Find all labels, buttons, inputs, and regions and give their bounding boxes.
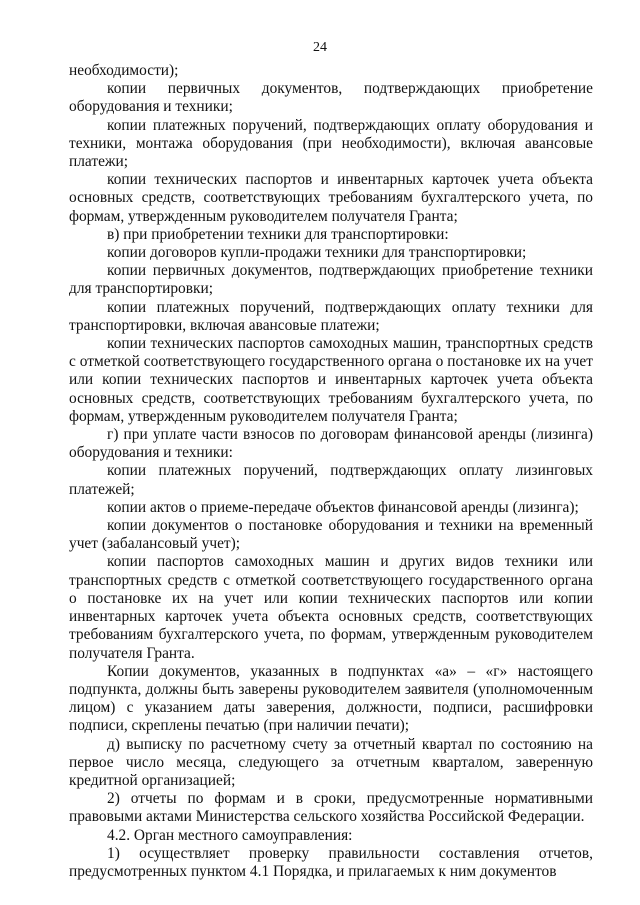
paragraph: копии договоров купли-продажи техники для транспортировки; xyxy=(107,244,527,262)
paragraph: копии платежных поручений, подтверждающих оплату лизинговых платежей; xyxy=(69,462,593,498)
paragraph: копии технических паспортов самоходных машин, транспортных средств с отметкой соответствующего государственного органа о постановке их на учет или копии технических паспортов и инвентарных карточек учета объекта основных средств, соответствующих требованиям бухгалтерского учета, по формам, утвержденным руководителем получателя Гранта; xyxy=(69,335,593,425)
paragraph: копии актов о приеме-передаче объектов финансовой аренды (лизинга); xyxy=(107,498,579,516)
paragraph: г) при уплате части взносов по договорам финансовой аренды (лизинга) оборудования и техники: xyxy=(69,426,593,462)
paragraph: 1) осуществляет проверку правильности составления отчетов, предусмотренных пунктом 4.1 Порядка, и прилагаемых к ним документов xyxy=(69,844,593,880)
paragraph: д) выписку по расчетному счету за отчетный квартал по состоянию на первое число месяца, следующего за отчетным кварталом, заверенную кредитной организацией; xyxy=(69,735,593,789)
paragraph: необходимости); xyxy=(69,62,179,79)
paragraph: копии платежных поручений, подтверждающих оплату оборудования и техники, монтажа оборудования (при необходимости), включая авансовые платежи; xyxy=(69,116,593,171)
paragraph: копии первичных документов, подтверждающих приобретение оборудования и техники; xyxy=(69,80,593,116)
paragraph: 2) отчеты по формам и в сроки, предусмотренные нормативными правовыми актами Министерства сельского хозяйства Российской Федерации. xyxy=(69,790,593,826)
page-number: 24 xyxy=(313,40,327,55)
document-body xyxy=(69,62,593,881)
paragraph: копии технических паспортов и инвентарных карточек учета объекта основных средств, соответствующих требованиям бухгалтерского учета, по формам, утвержденным руководителем получателя Гранта; xyxy=(69,171,593,225)
paragraph: копии паспортов самоходных машин и других видов техники или транспортных средств с отметкой соответствующего государственного органа о постановке их на учет или копии технических паспортов или копии инвентарных карточек учета объекта основных средств, соответствующих требованиям бухгалтерского учета, по формам, утвержденным руководителем получателя Гранта. xyxy=(69,553,593,662)
paragraph: в) при приобретении техники для транспортировки: xyxy=(107,225,449,243)
paragraph: копии первичных документов, подтверждающих приобретение техники для транспортировки; xyxy=(69,262,593,298)
paragraph: копии платежных поручений, подтверждающих оплату техники для транспортировки, включая авансовые платежи; xyxy=(69,298,593,334)
paragraph: Копии документов, указанных в подпунктах «а» – «г» настоящего подпункта, должны быть заверены руководителем заявителя (уполномоченным лицом) с указанием даты заверения, должности, подписи, расшифровки подписи, скреплены печатью (при наличии печати); xyxy=(69,662,593,735)
paragraph: 4.2. Орган местного самоуправления: xyxy=(107,826,353,844)
paragraph: копии документов о постановке оборудования и техники на временный учет (забалансовый учет); xyxy=(69,517,593,553)
